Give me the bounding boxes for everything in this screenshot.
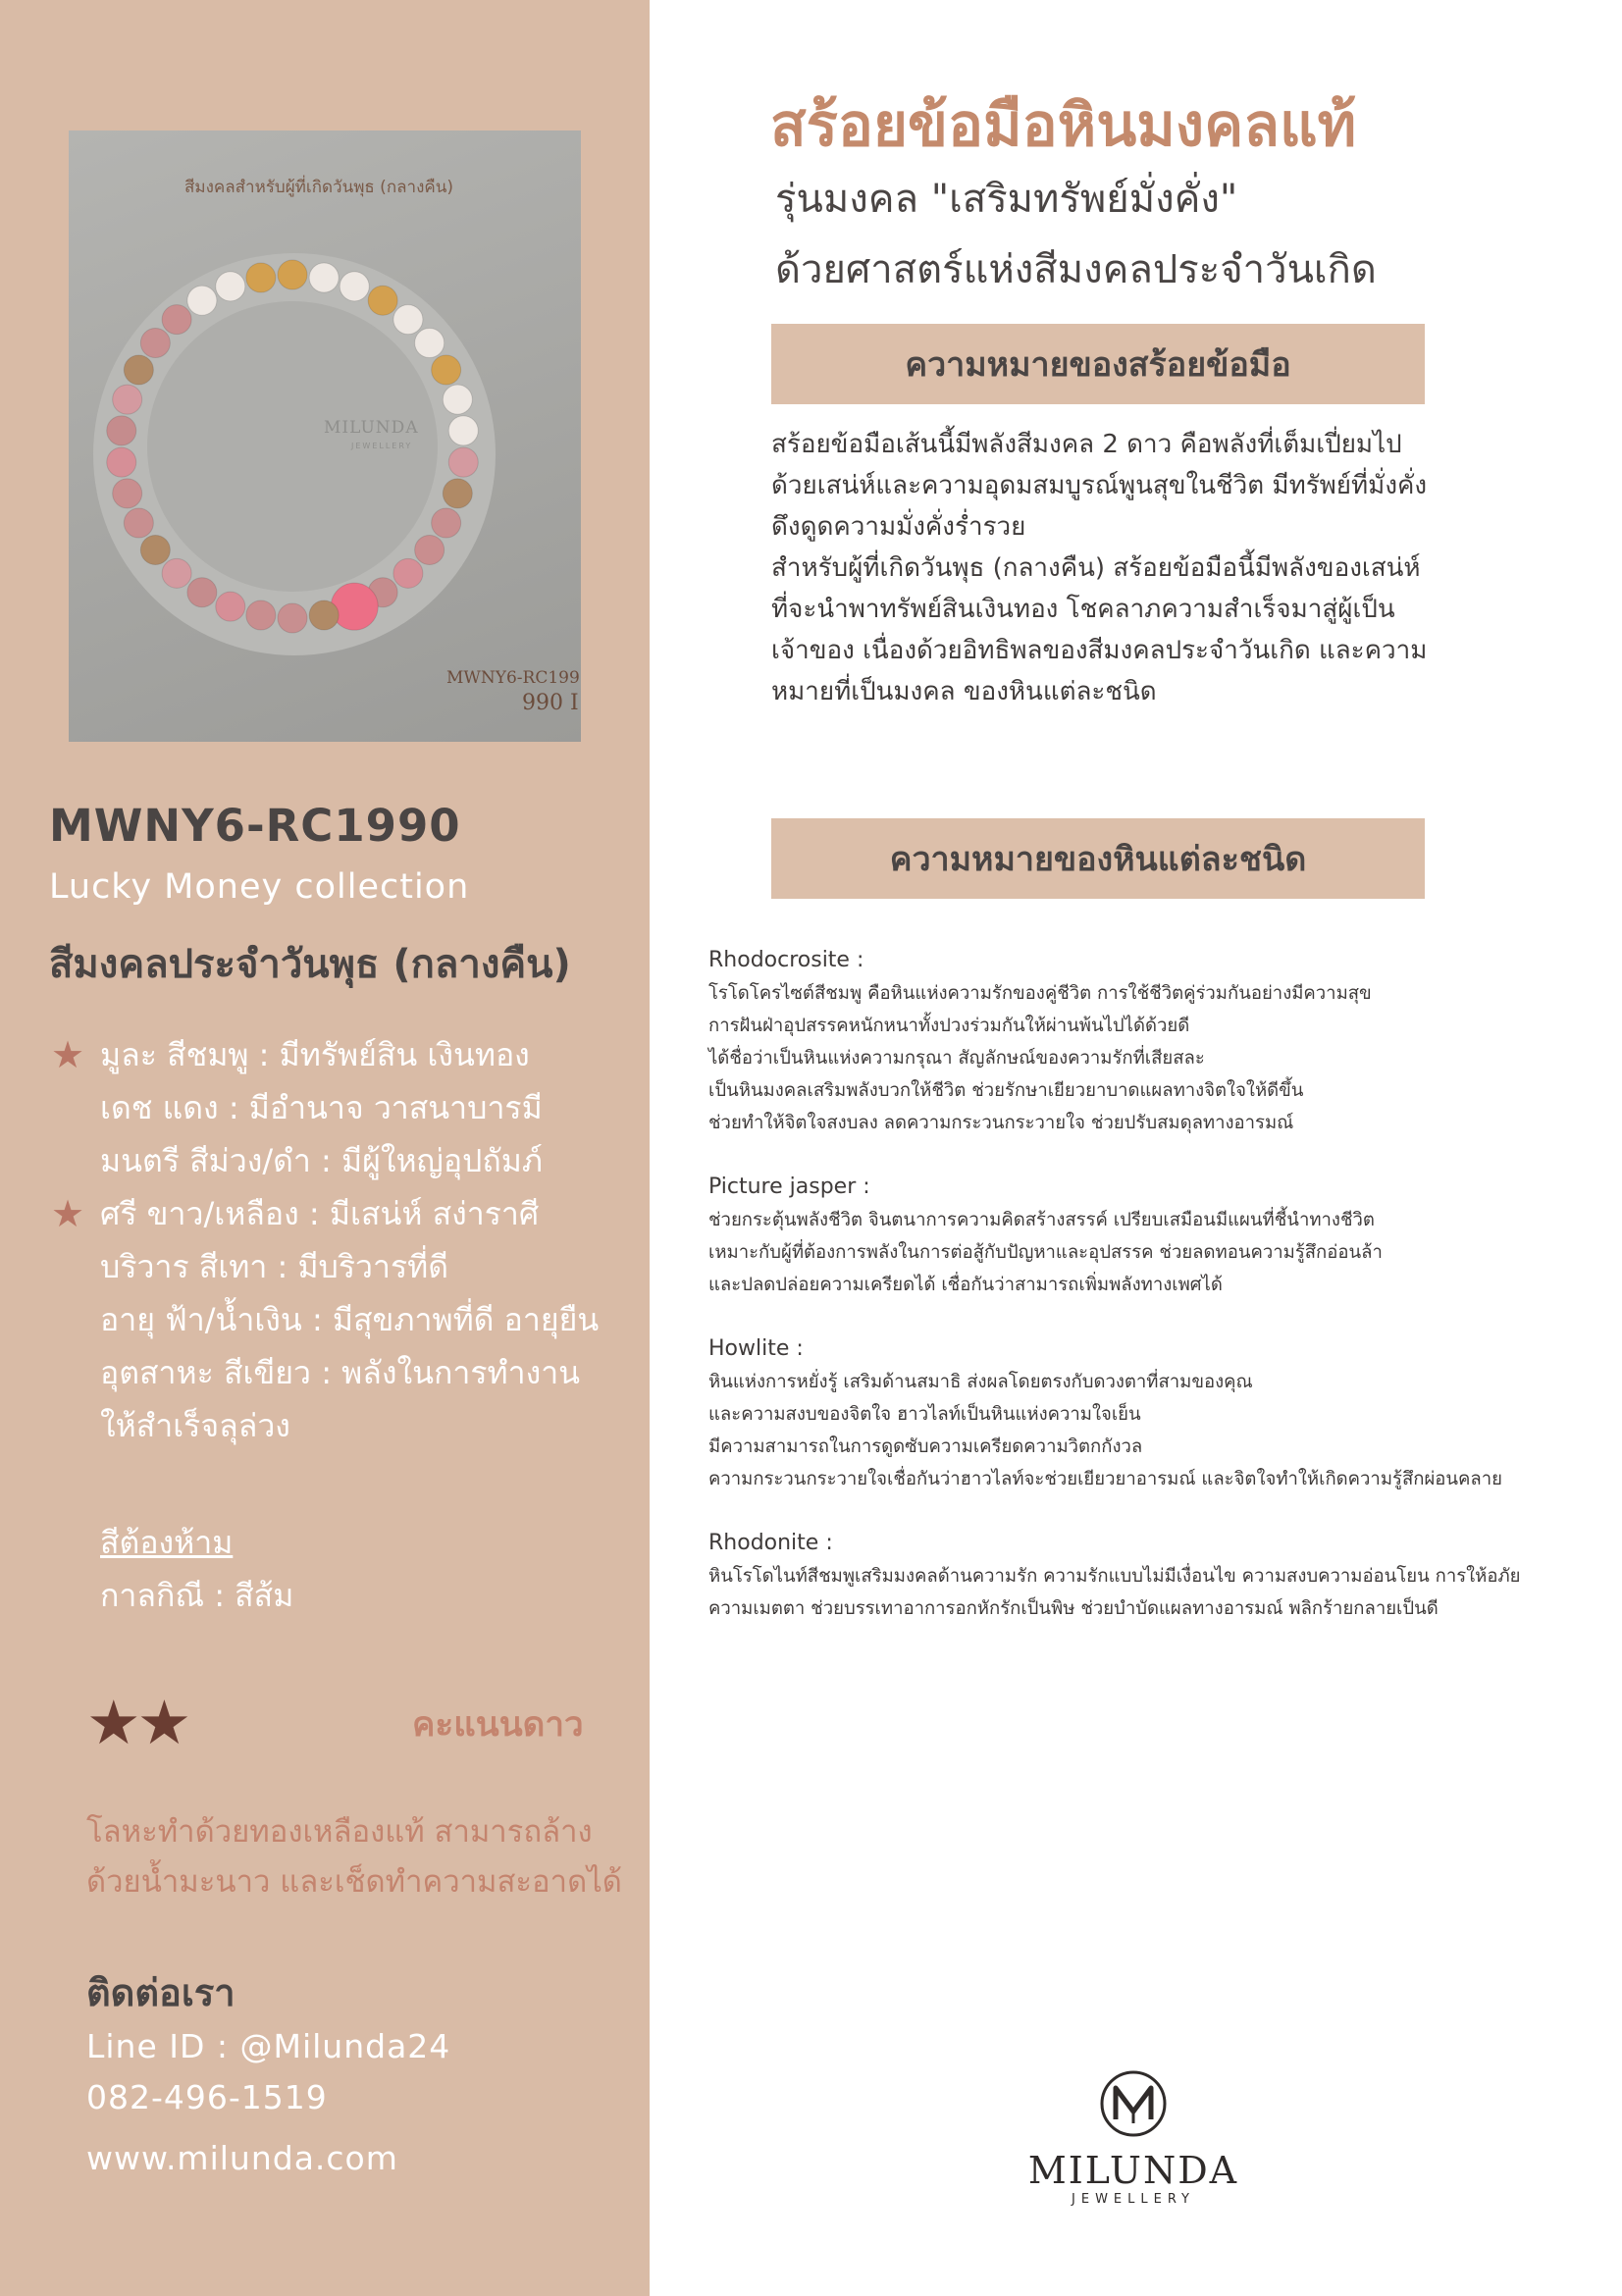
- photo-watermark-logo: MILUNDA: [324, 418, 419, 438]
- rating-label: คะแนนดาว: [412, 1705, 584, 1745]
- color-item: ★ ศรี ขาว/เหลือง : มีเสน่ห์ สง่าราศี: [51, 1192, 540, 1235]
- stone-name: Rhodonite :: [708, 1531, 833, 1555]
- brand-sub: JEWELLERY: [1072, 2192, 1195, 2207]
- color-item: มนตรี สีม่วง/ดำ : มีผู้ใหญ่อุปถัมภ์: [100, 1142, 543, 1179]
- meaning-heading: ความหมายของสร้อยข้อมือ: [771, 324, 1425, 404]
- bead: [448, 447, 478, 477]
- bead: [113, 479, 142, 508]
- color-item: ให้สำเร็จลุล่วง: [100, 1407, 290, 1444]
- brand-name: MILUNDA: [1027, 2149, 1239, 2192]
- bead: [415, 329, 445, 358]
- bead: [246, 600, 276, 630]
- bead: [246, 263, 276, 292]
- stone-item: Howlite : หินแห่งการหยั่งรู้ เสริมด้านสมาธิ ส่งผลโดยตรงกับดวงตาที่สามของคุณ และความสงบของจิตใจ ฮาวไลท์เป็นหินแห่งความใจเย็น มีความสามารถในการดูดซับความเครียดความวิตกกังวล ความกระวนกระวายใจเชื่อกันว่าฮาวไลท์จะช่วยเยียวยาอารมณ์ และจิตใจทำให้เกิดความรู้สึกผ่อนคลาย: [708, 1332, 1592, 1495]
- rating-stars-icon: ★★: [86, 1687, 188, 1758]
- bead: [140, 535, 170, 564]
- page-title: สร้อยข้อมือหินมงคลแท้: [770, 91, 1357, 160]
- bead: [443, 479, 472, 508]
- star-icon: ★: [51, 1192, 85, 1235]
- collection-name: Lucky Money collection: [49, 867, 470, 907]
- bead: [187, 578, 217, 607]
- stone-name: Howlite :: [708, 1336, 804, 1361]
- bead: [162, 558, 191, 588]
- photo-price: 990 I: [522, 691, 579, 715]
- bead: [415, 535, 445, 564]
- forbidden-color-label: สีต้องห้าม: [100, 1524, 234, 1561]
- bead: [278, 260, 307, 289]
- color-item: ★ มูละ สีชมพู : มีทรัพย์สิน เงินทอง: [51, 1033, 530, 1076]
- stone-name: Rhodocrosite :: [708, 948, 864, 972]
- bead: [124, 355, 153, 385]
- color-item: อายุ ฟ้า/น้ำเงิน : มีสุขภาพที่ดี อายุยืน: [100, 1301, 600, 1338]
- bead: [187, 286, 217, 315]
- star-icon: ★: [51, 1033, 85, 1076]
- photo-caption: สีมงคลสำหรับผู้ที่เกิดวันพุธ (กลางคืน): [184, 178, 454, 197]
- bead: [309, 600, 339, 630]
- contact-line-id: Line ID : @Milunda24: [86, 2027, 451, 2065]
- meaning-line: เจ้าของ เนื่องด้วยอิทธิพลของสีมงคลประจำวันเกิด และความ: [771, 636, 1428, 665]
- bead: [443, 385, 472, 414]
- day-color-title: สีมงคลประจำวันพุธ (กลางคืน): [49, 942, 571, 987]
- bead: [432, 355, 461, 385]
- bead: [393, 305, 423, 335]
- contact-title: ติดต่อเรา: [86, 1971, 235, 2014]
- bead: [309, 263, 339, 292]
- meaning-line: ด้วยเสน่ห์และความอุดมสมบูรณ์พูนสุขในชีวิต มีทรัพย์ที่มั่งคั่ง: [771, 471, 1428, 500]
- color-item: เดช แดง : มีอำนาจ วาสนาบารมี: [100, 1089, 543, 1126]
- color-item: บริวาร สีเทา : มีบริวารที่ดี: [100, 1248, 449, 1285]
- bead: [216, 592, 245, 621]
- left-sidebar: [0, 0, 650, 2296]
- color-item: อุตสาหะ สีเขียว : พลังในการทำงาน: [100, 1354, 581, 1391]
- bead: [107, 416, 136, 445]
- stones-heading: ความหมายของหินแต่ละชนิด: [771, 818, 1425, 899]
- photo-watermark-sub: JEWELLERY: [351, 442, 413, 450]
- contact-phone: 082-496-1519: [86, 2078, 328, 2116]
- bead: [107, 447, 136, 477]
- bead: [340, 272, 369, 301]
- bead: [113, 385, 142, 414]
- meaning-line: ที่จะนำพาทรัพย์สินเงินทอง โชคลาภความสำเร็จมาสู่ผู้เป็น: [771, 595, 1395, 624]
- bead: [448, 416, 478, 445]
- meaning-line: ดึงดูดความมั่งคั่งร่ำรวย: [771, 512, 1026, 542]
- meaning-line: หมายที่เป็นมงคล ของหินแต่ละชนิด: [771, 677, 1157, 706]
- brand-logo: [1016, 2068, 1251, 2207]
- bead: [278, 603, 307, 633]
- bead: [368, 286, 397, 315]
- stone-list: [708, 944, 1592, 1656]
- bead: [216, 272, 245, 301]
- bead: [162, 305, 191, 335]
- bead: [124, 508, 153, 538]
- contact-website: www.milunda.com: [86, 2139, 398, 2177]
- meaning-line: สร้อยข้อมือเส้นนี้มีพลังสีมงคล 2 ดาว คือพลังที่เต็มเปี่ยมไป: [771, 430, 1402, 459]
- color-list: [51, 1030, 640, 1454]
- stone-name: Picture jasper :: [708, 1174, 870, 1199]
- milunda-m-icon: [1098, 2068, 1169, 2139]
- photo-product-code: MWNY6-RC199: [446, 668, 580, 688]
- bead: [140, 329, 170, 358]
- bead: [432, 508, 461, 538]
- product-code: MWNY6-RC1990: [49, 800, 461, 852]
- product-photo: [69, 130, 581, 742]
- stone-item: Rhodocrosite : โรโดโครไซต์สีชมพู คือหินแห่งความรักของคู่ชีวิต การใช้ชีวิตคู่ร่วมกันอย่างมีความสุข การฝันฝ่าอุปสรรคหนักหนาทั้งปวงร่วมกันให้ผ่านพ้นไปได้ด้วยดี ได้ชื่อว่าเป็นหินแห่งความกรุณา สัญลักษณ์ของความรักที่เสียสละ เป็นหินมงคลเสริมพลังบวกให้ชีวิต ช่วยรักษาเยียวยาบาดแผลทางจิตใจให้ดีขึ้น ช่วยทำให้จิตใจสงบลง ลดความกระวนกระวายใจ ช่วยปรับสมดุลทางอารมณ์: [708, 944, 1592, 1139]
- page-subtitle-2: ด้วยศาสตร์แห่งสีมงคลประจำวันเกิด: [775, 247, 1377, 292]
- stone-item: Rhodonite : หินโรโดไนท์สีชมพูเสริมมงคลด้านความรัก ความรักแบบไม่มีเงื่อนไข ความสงบความอ่อนโยน การให้อภัย ความเมตตา ช่วยบรรเทาอาการอกหักรักเป็นพิษ ช่วยบำบัดแผลทางอารมณ์ พลิกร้ายกลายเป็นดี: [708, 1527, 1592, 1625]
- metal-care-note: โลหะทำด้วยทองเหลืองแท้ สามารถล้างด้วยน้ำมะนาว และเช็ดทำความสะอาดได้: [86, 1814, 622, 1900]
- bead: [331, 583, 378, 630]
- page-subtitle-1: รุ่นมงคล "เสริมทรัพย์มั่งคั่ง": [775, 177, 1238, 222]
- forbidden-color-value: กาลกิณี : สีส้ม: [100, 1577, 294, 1614]
- meaning-line: สำหรับผู้ที่เกิดวันพุธ (กลางคืน) สร้อยข้อมือนี้มีพลังของเสน่ห์: [771, 553, 1421, 583]
- meaning-body: [771, 424, 1458, 712]
- stone-item: Picture jasper : ช่วยกระตุ้นพลังชีวิต จินตนาการความคิดสร้างสรรค์ เปรียบเสมือนมีแผนที่ชี้นำทางชีวิต เหมาะกับผู้ที่ต้องการพลังในการต่อสู้กับปัญหาและอุปสรรค ช่วยลดทอนความรู้สึกอ่อนล้า และปลดปล่อยความเครียดได้ เชื่อกันว่าสามารถเพิ่มพลังทางเพศได้: [708, 1171, 1592, 1301]
- bead: [393, 558, 423, 588]
